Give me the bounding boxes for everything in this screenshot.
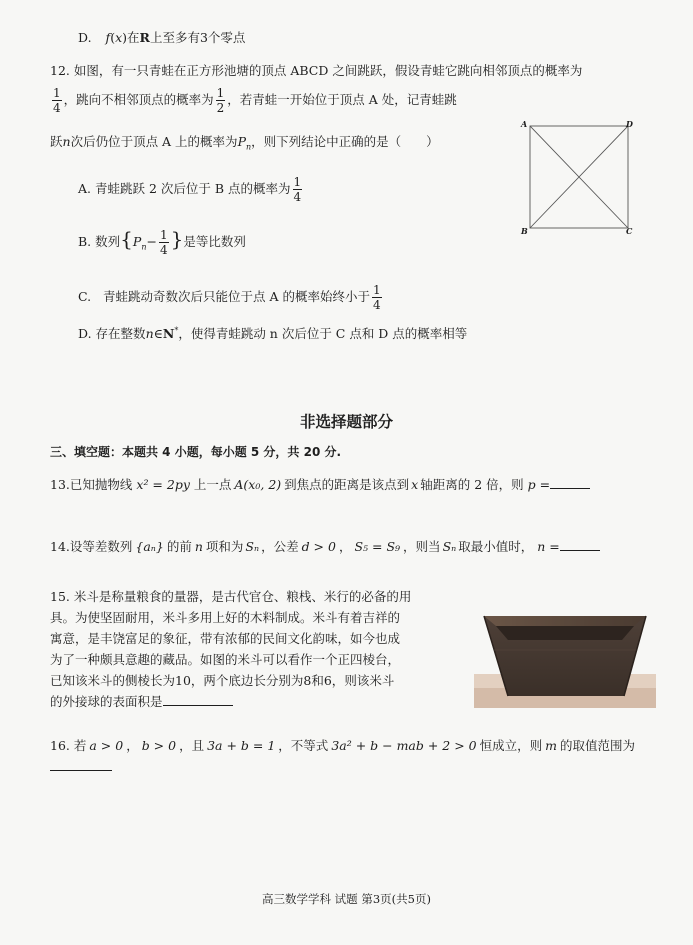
fraction: $\frac{1}{4}$ (53, 86, 61, 115)
fraction: $\frac{1}{4}$ (159, 228, 168, 257)
q12-line2: $\frac{1}{4}$ ，跳向不相邻顶点的概率为 $\frac{1}{2}$ ，若青蛙一开始位于顶点 A 处，记青蛙跳 (53, 86, 457, 115)
vertex-d-label: D (626, 119, 633, 129)
q15-line5: 已知该米斗的侧棱长为10，两个底边长分别为8和6，则该米斗 (50, 673, 395, 688)
q16: 16. 若 a > 0 ， b > 0 ，且 3a + b = 1 ，不等式 3a² + b − mab + 2 > 0 恒成立，则 m 的取值范围为 (50, 738, 636, 753)
page-footer: 高三数学学科 试题 第3页(共5页) (262, 892, 431, 906)
q15-line6: 的外接球的表面积是 (50, 694, 233, 710)
q14: 14.设等差数列 {aₙ} 的前 n 项和为 Sₙ ，公差 d > 0 ， S₅ = S₉ ，则当 Sₙ 取最小值时， n = (50, 539, 600, 555)
fraction: $\frac{1}{4}$ (293, 175, 302, 204)
q15-line3: 寓意，是丰饶富足的象征，带有浓郁的民间文化韵味，如今也成 (50, 631, 401, 646)
q11-option-d: D. f(x)在R上至多有3个零点 (78, 30, 246, 45)
q13: 13.已知抛物线 x² = 2py 上一点 A(x₀, 2) 到焦点的距离是该点到 x 轴距离的 2 倍，则 p = (50, 477, 590, 493)
vertex-b-label: B (521, 226, 528, 236)
part3-heading: 三、填空题：本题共 4 小题，每小题 5 分，共 20 分. (50, 445, 342, 459)
q15-line4: 为了一种颇具意趣的藏品。如图的米斗可以看作一个正四棱台， (50, 652, 401, 667)
q12-option-b: B. 数列{$P_n-$ $\frac{1}{4}$ }是等比数列 (78, 227, 246, 257)
q12-option-d: D. 存在整数n∈N*，使得青蛙跳动 n 次后位于 C 点和 D 点的概率相等 (78, 326, 468, 342)
square-diagram (520, 118, 635, 238)
q15-line2: 具。为使坚固耐用，米斗多用上好的木料制成。米斗有着吉祥的 (50, 610, 401, 625)
vertex-a-label: A (521, 119, 528, 129)
answer-blank[interactable] (550, 488, 590, 489)
answer-blank[interactable] (163, 705, 233, 706)
vertex-c-label: C (626, 226, 633, 236)
q12-line3: 跃n次后仍位于顶点 A 上的概率为$P_n$，则下列结论中正确的是（ ） (50, 134, 439, 152)
q12-option-a: A. 青蛙跳跃 2 次后位于 B 点的概率为 $\frac{1}{4}$ (78, 175, 302, 204)
q12-option-c: C. 青蛙跳动奇数次后只能位于点 A 的概率始终小于 $\frac{1}{4}$ (78, 283, 381, 312)
fraction: $\frac{1}{2}$ (216, 86, 225, 115)
q15-line1: 15. 米斗是称量粮食的量器，是古代官仓、粮栈、米行的必备的用 (50, 589, 412, 604)
fraction: $\frac{1}{4}$ (373, 283, 381, 312)
answer-blank[interactable] (560, 550, 600, 551)
section-title: 非选择题部分 (299, 413, 393, 431)
q12-line1: 12. 如图，有一只青蛙在正方形池塘的顶点 ABCD 之间跳跃，假设青蛙它跳向相邻顶点的概率为 (50, 63, 583, 78)
answer-blank[interactable] (50, 756, 112, 771)
mi-dou-photo (474, 600, 656, 708)
